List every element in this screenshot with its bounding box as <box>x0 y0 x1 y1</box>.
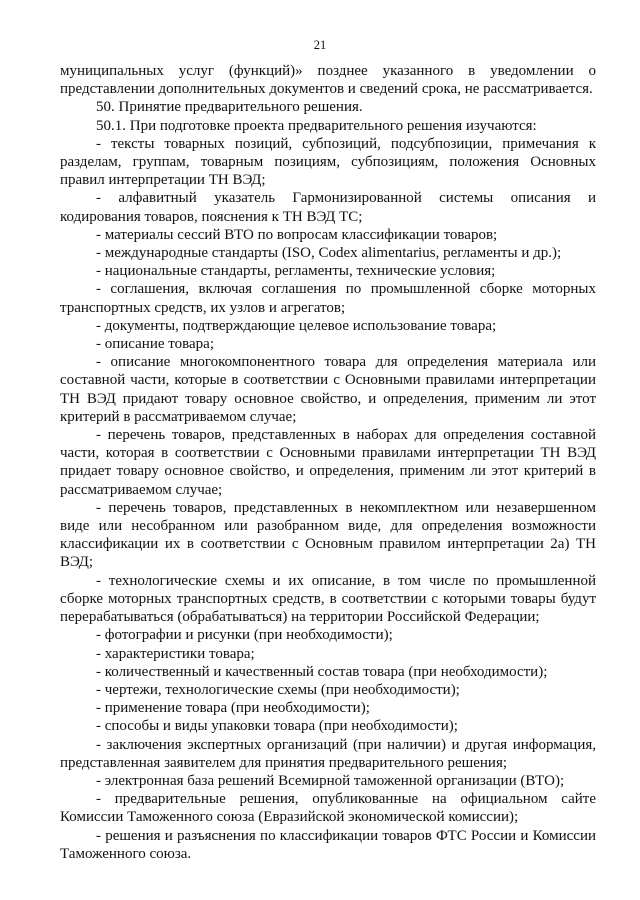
list-item: - технологические схемы и их описание, в том числе по промышленной сборке моторных транспортных средств, в соответствии с которыми товары будут перерабатываться (обрабатываться) на территории Российской Федерации; <box>60 572 596 626</box>
list-item: - перечень товаров, представленных в наборах для определения составной части, которая в соответствии с Основными правилами интерпретации ТН ВЭД придает товару основное свойство, и определения, применим ли этот критерий в рассматриваемом случае; <box>60 427 596 498</box>
list-item: - предварительные решения, опубликованные на официальном сайте Комиссии Таможенного союза (Евразийской экономической комиссии); <box>60 791 596 826</box>
section-heading: 50. Принятие предварительного решения. <box>96 99 363 116</box>
list-item: - электронная база решений Всемирной таможенной организации (ВТО); <box>96 772 565 789</box>
list-item: - материалы сессий ВТО по вопросам классификации товаров; <box>96 226 498 243</box>
list-item: - количественный и качественный состав товара (при необходимости); <box>96 663 548 680</box>
list-item: - применение товара (при необходимости); <box>96 700 370 717</box>
list-item: - международные стандарты (ISO, Codex alimentarius, регламенты и др.); <box>96 245 562 262</box>
list-item: - решения и разъяснения по классификации товаров ФТС России и Комиссии Таможенного союза. <box>60 827 596 862</box>
list-item: - документы, подтверждающие целевое использование товара; <box>96 317 497 334</box>
list-item: - способы и виды упаковки товара (при необходимости); <box>96 718 458 735</box>
list-item: - национальные стандарты, регламенты, технические условия; <box>96 263 496 280</box>
list-item: - фотографии и рисунки (при необходимости); <box>96 627 393 644</box>
paragraph: муниципальных услуг (функций)» позднее указанного в уведомлении о представлении дополнительных документов и сведений срока, не рассматривается. <box>60 63 596 98</box>
list-item: - тексты товарных позиций, субпозиций, подсубпозиции, примечания к разделам, группам, товарным позициям, субпозициям, положения Основных правил интерпретации ТН ВЭД; <box>60 135 596 189</box>
list-item: - соглашения, включая соглашения по промышленной сборке моторных транспортных средств, их узлов и агрегатов; <box>60 281 596 316</box>
subsection-intro: 50.1. При подготовке проекта предварительного решения изучаются: <box>96 117 537 134</box>
list-item: - описание многокомпонентного товара для определения материала или составной части, которые в соответствии с Основными правилами интерпретации ТН ВЭД придают товару основное свойство, и определения, применим ли этот критерий в рассматриваемом случае; <box>60 354 596 425</box>
list-item: - перечень товаров, представленных в некомплектном или незавершенном виде или несобранном или разобранном виде, для определения возможности классификации их в соответствии с Основным правилом интерпретации 2а) ТН ВЭД; <box>60 499 596 571</box>
list-item: - характеристики товара; <box>96 645 255 662</box>
page-number: 21 <box>313 38 327 52</box>
list-item: - заключения экспертных организаций (при наличии) и другая информация, представленная заявителем для принятия предварительного решения; <box>60 736 596 771</box>
document-body <box>60 62 596 863</box>
list-item: - описание товара; <box>96 336 214 353</box>
list-item: - чертежи, технологические схемы (при необходимости); <box>96 681 460 698</box>
list-item: - алфавитный указатель Гармонизированной системы описания и кодирования товаров, пояснения к ТН ВЭД ТС; <box>60 190 596 225</box>
